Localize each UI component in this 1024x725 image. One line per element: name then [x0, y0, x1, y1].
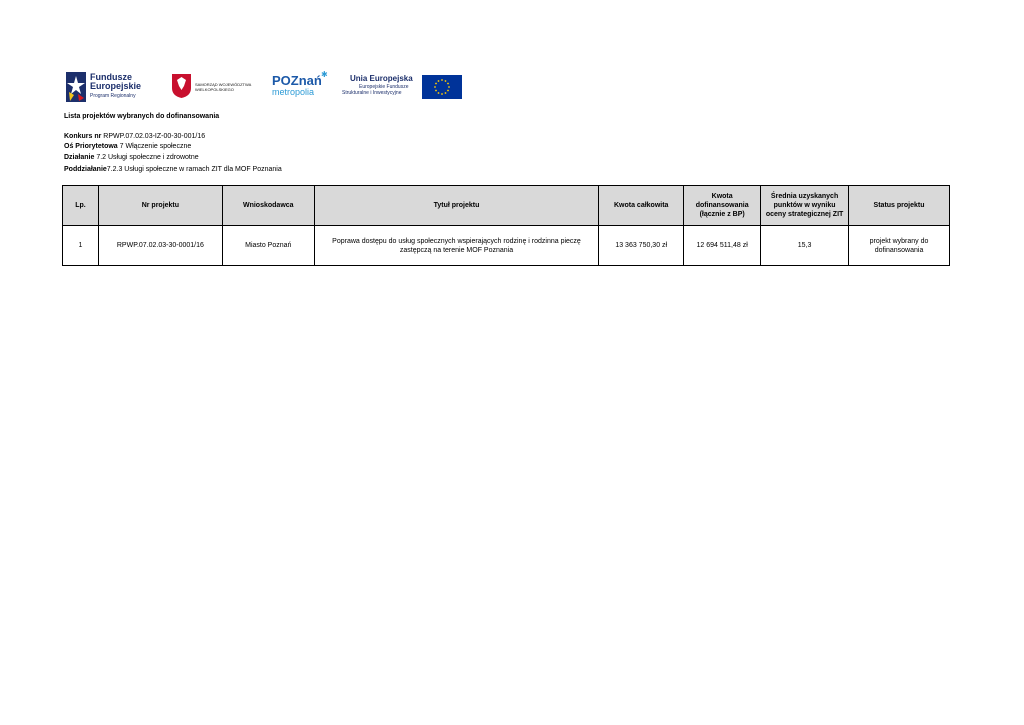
wlkp-line1: SAMORZĄD WOJEWÓDZTWA [195, 82, 252, 87]
fe-star-icon [66, 72, 86, 102]
konkurs-line [64, 133, 205, 140]
os-line [64, 143, 191, 150]
dzialanie-value: 7.2 Usługi społeczne i zdrowotne [96, 154, 199, 161]
os-label: Oś Priorytetowa [64, 143, 118, 150]
header-tytul-projektu: Tytuł projektu [314, 186, 599, 226]
poznan-line2: metropolia [272, 87, 315, 97]
os-value: 7 Włączenie społeczne [119, 143, 192, 150]
cell-tytul-projektu: Poprawa dostępu do usług społecznych wspierających rodzinę i rodzinna pieczę zastępczą na terenie MOF Poznania [314, 226, 599, 266]
dzialanie-line [64, 154, 199, 161]
projects-table [62, 185, 950, 266]
header-nr-projektu: Nr projektu [98, 186, 222, 226]
konkurs-label: Konkurs nr [64, 133, 102, 140]
fe-line1: Fundusze [90, 72, 132, 82]
cell-wnioskodawca: Miasto Poznań [222, 226, 314, 266]
header-wnioskodawca: Wnioskodawca [222, 186, 314, 226]
header-srednia-punktow: Średnia uzyskanych punktów w wyniku oceny strategicznej ZIT [761, 186, 849, 226]
coat-of-arms-icon [172, 74, 191, 98]
table-row [63, 226, 950, 266]
wielkopolska-logo [172, 70, 267, 104]
ue-line2: Europejskie Fundusze [359, 84, 409, 90]
poddzialanie-label: Poddziałanie [64, 166, 107, 173]
document-title: Lista projektów wybranych do dofinansowania [64, 113, 220, 120]
asterisk-icon: ✱ [321, 70, 328, 79]
header-status-projektu: Status projektu [849, 186, 950, 226]
ue-line3: Strukturalne i Inwestycyjne [342, 90, 402, 96]
poznan-line1: POZnań [272, 73, 322, 88]
eu-flag-icon [422, 75, 462, 99]
konkurs-value: RPWP.07.02.03-IZ-00-30-001/16 [103, 133, 206, 140]
fe-line3: Program Regionalny [90, 93, 136, 99]
header-lp: Lp. [63, 186, 99, 226]
cell-srednia-punktow: 15,3 [761, 226, 849, 266]
poznan-metropolia-logo [272, 70, 334, 104]
cell-nr-projektu: RPWP.07.02.03-30-0001/16 [98, 226, 222, 266]
table-header-row [63, 186, 950, 226]
cell-lp: 1 [63, 226, 99, 266]
cell-kwota-calkowita: 13 363 750,30 zł [599, 226, 684, 266]
poddzialanie-value: 7.2.3 Usługi społeczne w ramach ZIT dla MOF Poznania [106, 166, 282, 173]
cell-kwota-dofinansowania: 12 694 511,48 zł [684, 226, 761, 266]
header-kwota-dofinansowania: Kwota dofinansowania (łącznie z BP) [684, 186, 761, 226]
dzialanie-label: Działanie [64, 154, 95, 161]
poddzialanie-line [64, 166, 282, 173]
ue-line1: Unia Europejska [350, 74, 413, 83]
wlkp-line2: WIELKOPOLSKIEGO [195, 87, 234, 92]
fe-line2: Europejskie [90, 81, 142, 91]
fundusze-europejskie-logo [66, 70, 156, 104]
header-kwota-calkowita: Kwota całkowita [599, 186, 684, 226]
logo-bar [64, 70, 464, 104]
cell-status-projektu: projekt wybrany do dofinansowania [849, 226, 950, 266]
